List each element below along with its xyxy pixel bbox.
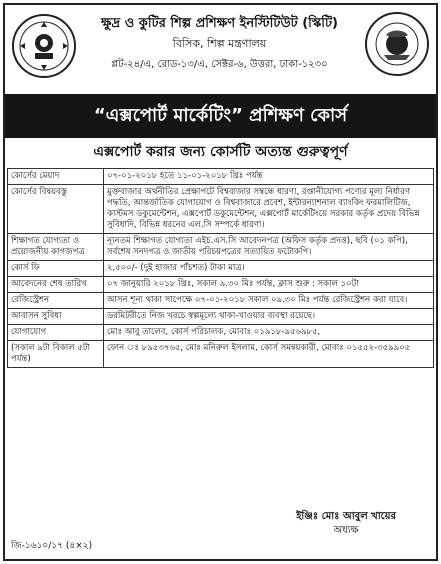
row-value: মুক্তবাজার অর্থনীতির প্রেক্ষাপটে বিশ্ববাজার সম্বন্ধে ধারণা, রপ্তানীযোগ্য পণ্যের মূল্য নির্ধারণ পদ্ধতি, আন্তর্জাতিক যোগাযোগ ও বিশ্ববাজারে প্রবেশ, ইন্টারন্যাশনাল ব্যাংকিং ফরমালিটিজ, কাস্টমস ডকুমেন্টেশন, এক্সপোর্ট ডকুমেন্টেশন, এক্সপোর্ট মার্কেটিংয়ে সরকার কর্তৃক প্রদেয় বিভিন্ন সুবিধাদি, বিভিন্ন ধরনের এল.সি সম্পর্কে ধারণা। — [104, 185, 434, 234]
table-row — [8, 234, 434, 261]
row-label: কোর্স ফি — [8, 261, 104, 277]
table-row — [8, 325, 434, 341]
row-label: কোর্সের বিষয়বস্তু — [8, 185, 104, 234]
course-title-banner: “এক্সপোর্ট মার্কেটিং” প্রশিক্ষণ কোর্স — [5, 94, 436, 138]
table-row — [8, 261, 434, 277]
row-value: মোঃ আবু তালেব, কোর্স পরিচালক, মোবাঃ ০১৯১৮-৯৫৬৯৮৫, — [104, 325, 434, 341]
row-label: (সকাল ৯টা বিকাল ৫টা পর্যন্ত) — [8, 341, 104, 368]
row-value: ২,৫০০/- (দুই হাজার পাঁচশত) টাকা মাত্র। — [104, 261, 434, 277]
table-row — [8, 277, 434, 293]
row-value: ন্যূনতম শিক্ষাগত যোগ্যতা এইচ.এস.সি আবেদনপত্র (অফিস কর্তৃক প্রদত্ত), ছবি (০১ কপি), সর্বশেষ সনদপত্র ও জাতীয় পরিচয়পত্রের সত্যায়িত ফটোকপি। — [104, 234, 434, 261]
course-info-table — [7, 168, 434, 368]
row-label: রেজিস্ট্রেশন — [8, 293, 104, 309]
table-row — [8, 185, 434, 234]
table-row — [8, 293, 434, 309]
subheading: এক্সপোর্ট করার জন্য কোর্সটি অত্যন্ত গুরুত্বপূর্ণ — [93, 144, 348, 160]
government-seal-icon — [364, 11, 430, 77]
table-row — [8, 341, 434, 368]
signature-block — [296, 510, 396, 538]
row-value: ফোন ঃ ৮৯৫৩৭৬৫, মোঃ মনিরুল ইসলাম, কোর্স সমন্বয়কারী, মোবাঃ ০১৫৫২-৩৫৯৯০৫ — [104, 341, 434, 368]
row-value: ০৭ জানুয়ারি ২০১৮ খ্রিঃ, সকাল ৯.৩০ মিঃ পর্যন্ত, ক্লাস শুরু : সকাল ১০টা — [104, 277, 434, 293]
org-title: ক্ষুদ্র ও কুটির শিল্প প্রশিক্ষণ ইনস্টিটিউট (স্কিটি) — [101, 16, 338, 31]
row-label: যোগাযোগ — [8, 325, 104, 341]
header — [5, 5, 436, 93]
table-row — [8, 309, 434, 325]
row-value: ডরমিটরীতে নিজ খরচে স্বল্পমূল্যে থাকা-খাওয়ার ব্যবস্থা রয়েছে। — [104, 309, 434, 325]
ministry-name: বিসিক, শিল্প মন্ত্রণালয় — [172, 37, 267, 50]
table-row — [8, 169, 434, 185]
row-label: আবাসন সুবিধা — [8, 309, 104, 325]
signatory-name: ইঞ্জিঃ মোঃ আবুল খায়ের — [296, 511, 396, 522]
row-label: কোর্সের মেয়াদ — [8, 169, 104, 185]
row-value: আসন শূন্য থাকা সাপেক্ষে ০৭-০১-২০১৮ সকাল ০৯.৩০ মিঃ পর্যন্ত রেজিস্ট্রেশন করা যাবে। — [104, 293, 434, 309]
bscic-emblem-icon — [11, 13, 77, 79]
org-address: প্লট-২৪/এ, রোড-১৩/এ, সেক্টর-৬, উত্তরা, ঢাকা-১২৩০ — [111, 59, 328, 70]
document-frame — [3, 3, 438, 561]
row-label: আবেদনের শেষ তারিখ — [8, 277, 104, 293]
reference-number: জি-১৬১০/১৭ (৪×২) — [11, 541, 93, 551]
row-label: শিক্ষাগত যোগ্যতা ও প্রয়োজনীয় কাগজপত্র — [8, 234, 104, 261]
signatory-title: অধ্যক্ষ — [333, 525, 359, 536]
row-value: ০৭-০১-২০১৮ হতে ১১-০১-২০১৮ খ্রিঃ পর্যন্ত — [104, 169, 434, 185]
